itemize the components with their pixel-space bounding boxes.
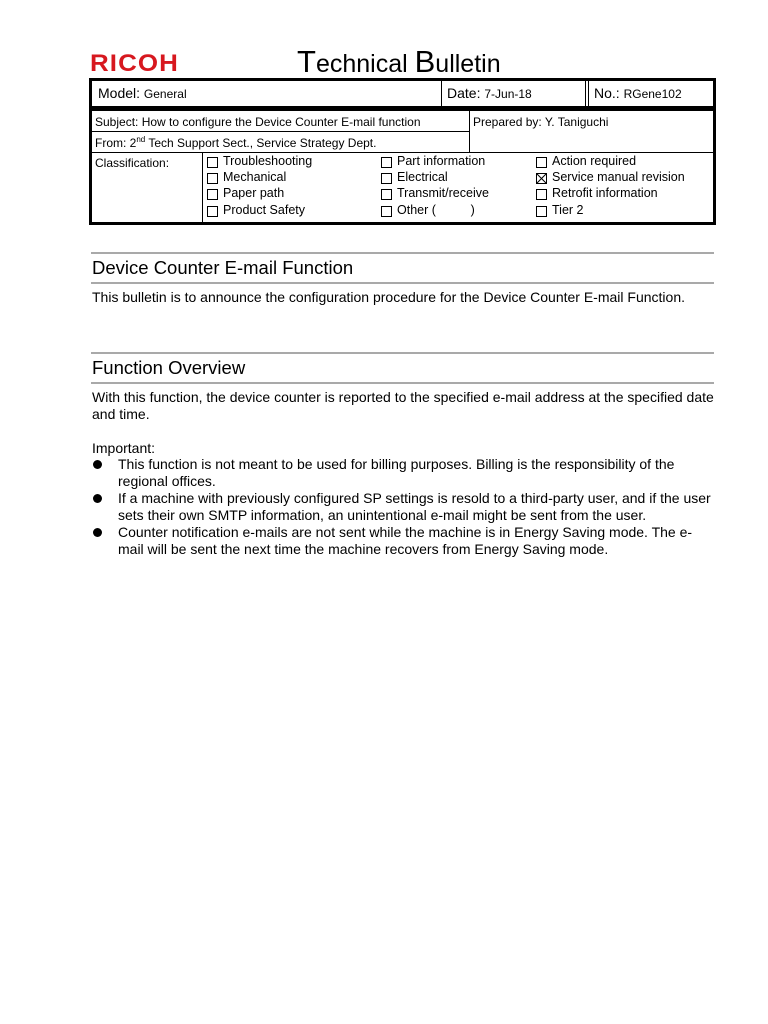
important-label: Important: [92, 440, 156, 456]
intro-paragraph: This bulletin is to announce the configuration procedure for the Device Counter E-mail Function. [92, 289, 685, 305]
title-part-2: ulletin [435, 50, 501, 78]
divider [469, 111, 470, 152]
number-label: No.: [594, 85, 620, 101]
checkbox-electrical[interactable] [381, 173, 392, 184]
section-heading [91, 352, 714, 384]
checkbox-other[interactable] [381, 206, 392, 217]
checkbox-part-information[interactable] [381, 157, 392, 168]
important-list [92, 456, 717, 558]
checkbox-transmit-receive[interactable] [381, 189, 392, 200]
checkbox-tier-2[interactable] [536, 206, 547, 217]
list-item-text: This function is not meant to be used for billing purposes. Billing is the responsibility of the regional offices. [118, 456, 675, 489]
divider [588, 81, 589, 106]
from-prefix: From: 2 [95, 136, 137, 150]
page-title [297, 44, 501, 80]
list-item [92, 524, 717, 558]
bulletin-header-table [89, 78, 716, 109]
number-value: RGene102 [623, 87, 682, 101]
bullet-icon [93, 494, 102, 503]
ricoh-logo: RICOH [90, 50, 179, 77]
number-cell [594, 81, 682, 106]
checkbox-label: Transmit/receive [397, 186, 489, 200]
title-letter-t: T [297, 44, 316, 79]
model-label: Model: [98, 85, 141, 101]
title-part-1: echnical [315, 50, 415, 78]
date-cell [447, 81, 532, 106]
checkbox-label: Electrical [397, 170, 448, 184]
bullet-icon [93, 460, 102, 469]
overview-paragraph: With this function, the device counter is reported to the specified e-mail address at the specified date and time. [92, 389, 714, 422]
checkbox-paper-path[interactable] [207, 189, 218, 200]
list-item-text: If a machine with previously configured SP settings is resold to a third-party user, and if the user sets their own SMTP information, an unintentional e-mail might be sent from the user. [118, 490, 711, 523]
checkbox-label: Troubleshooting [223, 154, 313, 168]
section-heading [91, 252, 714, 284]
bullet-icon [93, 528, 102, 537]
checkbox-label: Mechanical [223, 170, 287, 184]
model-value: General [143, 87, 187, 101]
section-title: Device Counter E-mail Function [92, 257, 354, 278]
checkbox-label: Tier 2 [552, 203, 584, 217]
date-value: 7-Jun-18 [484, 87, 532, 101]
checkbox-label: Service manual revision [552, 170, 685, 184]
divider [202, 152, 203, 222]
checkbox-label: Retrofit information [552, 186, 658, 200]
divider [441, 81, 442, 106]
list-item [92, 490, 717, 524]
checkbox-label: Action required [552, 154, 637, 168]
divider [92, 131, 469, 132]
bulletin-info-table [89, 108, 716, 225]
from-text [95, 135, 376, 150]
checkbox-label: Other ( ) [397, 203, 475, 217]
classification-label: Classification: [95, 156, 170, 170]
checkbox-service-manual-revision[interactable] [536, 173, 547, 184]
checkbox-action-required[interactable] [536, 157, 547, 168]
list-item [92, 456, 717, 490]
title-letter-b: B [414, 44, 436, 79]
divider [585, 81, 586, 106]
checkbox-retrofit-information[interactable] [536, 189, 547, 200]
prepared-by-text: Prepared by: Y. Taniguchi [473, 115, 609, 129]
checkbox-troubleshooting[interactable] [207, 157, 218, 168]
section-title: Function Overview [92, 357, 246, 378]
from-sup: nd [136, 135, 146, 144]
subject-text: Subject: How to configure the Device Counter E-mail function [95, 115, 421, 129]
list-item-text: Counter notification e-mails are not sent while the machine is in Energy Saving mode. The e-mail will be sent the next time the machine recovers from Energy Saving mode. [118, 524, 693, 557]
checkbox-label: Paper path [223, 186, 285, 200]
checkbox-product-safety[interactable] [207, 206, 218, 217]
checkbox-mechanical[interactable] [207, 173, 218, 184]
date-label: Date: [447, 85, 481, 101]
checkbox-label: Product Safety [223, 203, 305, 217]
model-cell [98, 81, 187, 106]
checkbox-label: Part information [397, 154, 486, 168]
divider [92, 152, 713, 153]
from-suffix: Tech Support Sect., Service Strategy Dept. [145, 136, 377, 150]
